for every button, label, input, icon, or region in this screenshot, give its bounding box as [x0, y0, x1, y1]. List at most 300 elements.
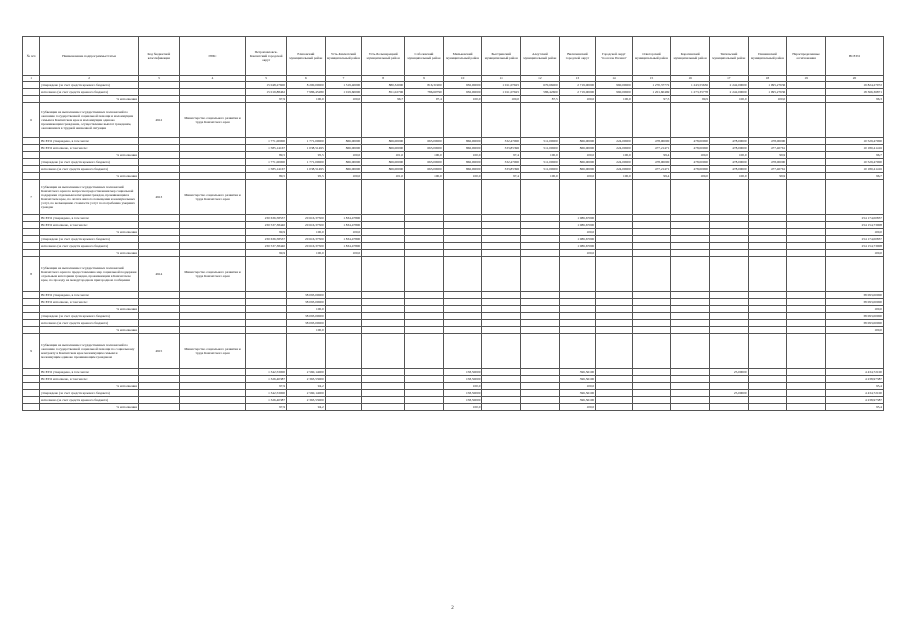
value-cell: 1 011,07625: [482, 82, 521, 89]
value-cell: [443, 236, 482, 243]
value-cell: [405, 243, 444, 250]
table-row: [23, 215, 884, 222]
table-cell: [559, 180, 596, 215]
value-cell: 478,00000: [709, 138, 748, 145]
table-cell: [23, 89, 40, 96]
grbs-name: Министерство социального развития и труда Камчатского края: [179, 334, 246, 369]
percent-row: [23, 306, 884, 313]
table-cell: [138, 166, 179, 173]
table-cell: [179, 404, 246, 411]
value-cell: 100,0: [709, 96, 748, 103]
table-cell: [23, 166, 40, 173]
table-row: [23, 89, 884, 96]
value-cell: [405, 292, 444, 299]
table-cell: [23, 96, 40, 103]
table-cell: [179, 82, 246, 89]
value-cell: [482, 299, 521, 306]
value-cell: [748, 299, 787, 306]
table-cell: [287, 103, 326, 138]
column-header: ВСЕГО: [825, 37, 883, 76]
row-label: % исполнения: [40, 152, 139, 159]
table-cell: [138, 299, 179, 306]
value-cell: [787, 82, 826, 89]
value-cell: [709, 229, 748, 236]
row-label: исполнено (за счет средств краевого бюджета): [40, 320, 139, 327]
value-cell: [521, 383, 560, 390]
table-cell: [23, 327, 40, 334]
value-cell: [482, 390, 521, 397]
budget-code: 4912: [138, 103, 179, 138]
column-header: № п/п: [23, 37, 40, 76]
value-cell: 2 560,14000: [287, 369, 326, 376]
value-cell: [521, 250, 560, 257]
value-cell: [246, 313, 287, 320]
table-cell: [825, 257, 883, 292]
value-cell: 100,0: [559, 173, 596, 180]
column-header: Соболевский муниципальный район: [405, 37, 444, 76]
value-cell: [632, 369, 671, 376]
table-cell: [405, 334, 444, 369]
value-cell: [325, 327, 362, 334]
value-cell: 477,21471: [632, 145, 671, 152]
table-cell: [138, 390, 179, 397]
value-cell: 158,50000: [443, 376, 482, 383]
value-cell: [482, 250, 521, 257]
table-cell: [362, 257, 405, 292]
value-cell: 100,0: [559, 229, 596, 236]
value-cell: [632, 313, 671, 320]
value-cell: [482, 236, 521, 243]
value-cell: 99,9: [246, 250, 287, 257]
table-cell: [179, 159, 246, 166]
value-cell: 866,00000: [362, 145, 405, 152]
value-cell: 230 636,58537: [246, 236, 287, 243]
value-cell: 96,3: [825, 96, 883, 103]
table-cell: [138, 369, 179, 376]
value-cell: [482, 229, 521, 236]
value-cell: [632, 292, 671, 299]
value-cell: [632, 404, 671, 411]
value-cell: 254 174,00837: [825, 215, 883, 222]
value-cell: 38 093,00000: [825, 313, 883, 320]
value-cell: 100,0: [825, 250, 883, 257]
value-cell: 478,00000: [671, 159, 710, 166]
table-cell: [23, 376, 40, 383]
value-cell: [748, 250, 787, 257]
table-cell: [138, 306, 179, 313]
value-cell: 511,00000: [521, 138, 560, 145]
value-cell: [787, 397, 826, 404]
table-cell: [23, 404, 40, 411]
value-cell: 851,02706: [362, 89, 405, 96]
column-header: Усть-Камчатский муниципальный район: [325, 37, 362, 76]
value-cell: [671, 383, 710, 390]
value-cell: 866,00000: [443, 145, 482, 152]
table-cell: [179, 383, 246, 390]
table-cell: [179, 292, 246, 299]
table-cell: [709, 180, 748, 215]
table-cell: [23, 383, 40, 390]
value-cell: 97,4: [405, 96, 444, 103]
value-cell: [443, 229, 482, 236]
value-cell: 38 093,00000: [287, 313, 326, 320]
value-cell: [596, 404, 633, 411]
row-label: % исполнения: [40, 383, 139, 390]
budget-code: 4914: [138, 257, 179, 292]
table-cell: [179, 89, 246, 96]
percent-row: [23, 229, 884, 236]
value-cell: [671, 236, 710, 243]
section-row: [23, 180, 884, 215]
table-cell: [179, 166, 246, 173]
table-cell: [246, 257, 287, 292]
value-cell: [787, 152, 826, 159]
value-cell: 1 201,60469: [632, 89, 671, 96]
value-cell: [405, 376, 444, 383]
value-cell: 100,0: [709, 173, 748, 180]
value-cell: [405, 404, 444, 411]
table-cell: [559, 334, 596, 369]
value-cell: [521, 229, 560, 236]
value-cell: 866,00000: [325, 166, 362, 173]
value-cell: [596, 250, 633, 257]
table-cell: [325, 334, 362, 369]
table-cell: [179, 397, 246, 404]
value-cell: [482, 404, 521, 411]
table-cell: [23, 138, 40, 145]
value-cell: 100,0: [559, 152, 596, 159]
table-row: [23, 369, 884, 376]
value-cell: 96,7: [362, 96, 405, 103]
row-label: ВСЕГО утверждено, в том числе:: [40, 369, 139, 376]
table-cell: [179, 390, 246, 397]
column-number: 4: [179, 76, 246, 82]
value-cell: 477,40761: [748, 166, 787, 173]
value-cell: [325, 404, 362, 411]
value-cell: [787, 390, 826, 397]
table-cell: [138, 376, 179, 383]
value-cell: [325, 390, 362, 397]
table-cell: [179, 306, 246, 313]
value-cell: 100,0: [287, 306, 326, 313]
value-cell: 89,5: [246, 173, 287, 180]
table-cell: [787, 103, 826, 138]
value-cell: 95,4: [825, 404, 883, 411]
value-cell: [405, 250, 444, 257]
value-cell: [596, 222, 633, 229]
value-cell: 1 834,47800: [325, 222, 362, 229]
value-cell: 866,00000: [443, 159, 482, 166]
value-cell: [521, 376, 560, 383]
table-cell: [138, 173, 179, 180]
item-number: 8: [23, 257, 40, 292]
column-header: Быстринский муниципальный район: [482, 37, 521, 76]
row-label: % исполнения: [40, 306, 139, 313]
value-cell: 396,56100: [559, 397, 596, 404]
value-cell: 2 363,53000: [287, 397, 326, 404]
table-cell: [787, 257, 826, 292]
table-cell: [138, 383, 179, 390]
value-cell: 100,0: [405, 152, 444, 159]
table-cell: [138, 82, 179, 89]
value-cell: [521, 222, 560, 229]
value-cell: [787, 369, 826, 376]
value-cell: [521, 292, 560, 299]
value-cell: [362, 306, 405, 313]
value-cell: 94,2: [287, 404, 326, 411]
value-cell: 816,31900: [405, 82, 444, 89]
table-cell: [632, 334, 671, 369]
table-cell: [179, 376, 246, 383]
value-cell: [521, 369, 560, 376]
value-cell: [325, 397, 362, 404]
value-cell: 10 180,41416: [825, 166, 883, 173]
grbs-name: Министерство социального развития и труда Камчатского края: [179, 257, 246, 292]
value-cell: 478,00000: [748, 159, 787, 166]
value-cell: [482, 243, 521, 250]
value-cell: [362, 390, 405, 397]
value-cell: [325, 292, 362, 299]
value-cell: [671, 243, 710, 250]
value-cell: [748, 215, 787, 222]
table-cell: [138, 313, 179, 320]
column-header: Вилючинский городской округ: [559, 37, 596, 76]
value-cell: 101,0: [362, 173, 405, 180]
table-cell: [671, 257, 710, 292]
value-cell: [632, 383, 671, 390]
value-cell: [632, 327, 671, 334]
value-cell: [362, 376, 405, 383]
column-number: 7: [325, 76, 362, 82]
value-cell: [405, 397, 444, 404]
value-cell: [748, 306, 787, 313]
value-cell: 511,00000: [521, 166, 560, 173]
value-cell: 960,00000: [596, 89, 633, 96]
percent-row: [23, 152, 884, 159]
column-number: 14: [596, 76, 633, 82]
value-cell: 230 537,38440: [246, 243, 287, 250]
value-cell: [632, 390, 671, 397]
value-cell: [709, 299, 748, 306]
table-cell: [559, 103, 596, 138]
value-cell: 333,85396: [482, 145, 521, 152]
value-cell: [787, 96, 826, 103]
value-cell: [596, 320, 633, 327]
value-cell: 936,00000: [443, 89, 482, 96]
item-number: 7: [23, 180, 40, 215]
value-cell: 100,0: [825, 306, 883, 313]
value-cell: [671, 292, 710, 299]
table-cell: [179, 96, 246, 103]
value-cell: [482, 215, 521, 222]
value-cell: [405, 327, 444, 334]
value-cell: [405, 383, 444, 390]
table-cell: [443, 180, 482, 215]
value-cell: [596, 292, 633, 299]
value-cell: [362, 404, 405, 411]
value-cell: [559, 313, 596, 320]
value-cell: 1 585,14167: [246, 145, 287, 152]
table-cell: [246, 180, 287, 215]
table-cell: [443, 334, 482, 369]
table-row: [23, 82, 884, 89]
value-cell: [325, 313, 362, 320]
value-cell: 333,85396: [482, 166, 521, 173]
table-cell: [596, 103, 633, 138]
percent-row: [23, 96, 884, 103]
value-cell: 4 434,72100: [825, 369, 883, 376]
table-cell: [671, 103, 710, 138]
table-row: [23, 376, 884, 383]
value-cell: 477,40761: [748, 145, 787, 152]
value-cell: [632, 215, 671, 222]
value-cell: 230 537,38440: [246, 222, 287, 229]
value-cell: [787, 250, 826, 257]
value-cell: 100,0: [521, 173, 560, 180]
value-cell: [482, 222, 521, 229]
value-cell: [671, 215, 710, 222]
value-cell: [596, 369, 633, 376]
value-cell: [405, 390, 444, 397]
value-cell: 4 238,97387: [825, 376, 883, 383]
column-number: 18: [748, 76, 787, 82]
value-cell: 25,00000: [709, 369, 748, 376]
table-cell: [709, 257, 748, 292]
column-header: Пенжинский муниципальный район: [748, 37, 787, 76]
table-cell: [138, 229, 179, 236]
value-cell: [709, 243, 748, 250]
row-label: исполнено (за счет средств краевого бюджета): [40, 243, 139, 250]
value-cell: [325, 369, 362, 376]
value-cell: 7 986,45280: [287, 89, 326, 96]
value-cell: 478,00000: [709, 159, 748, 166]
value-cell: 100,0: [671, 173, 710, 180]
value-cell: [559, 299, 596, 306]
table-cell: [179, 215, 246, 222]
table-cell: [138, 152, 179, 159]
value-cell: 20 616,37500: [287, 236, 326, 243]
row-label: исполнено (за счет средств краевого бюджета): [40, 89, 139, 96]
value-cell: 99,9: [246, 229, 287, 236]
value-cell: 2 560,14000: [287, 390, 326, 397]
table-cell: [138, 215, 179, 222]
table-cell: [521, 103, 560, 138]
value-cell: [787, 320, 826, 327]
column-header: Елизовский муниципальный район: [287, 37, 326, 76]
value-cell: [748, 390, 787, 397]
table-cell: [787, 334, 826, 369]
table-cell: [405, 257, 444, 292]
value-cell: [787, 299, 826, 306]
table-cell: [482, 257, 521, 292]
value-cell: 1 326,40387: [246, 397, 287, 404]
value-cell: 19 824,27972: [825, 82, 883, 89]
column-header: Наименование подпрограммы/статьи: [40, 37, 139, 76]
value-cell: [362, 222, 405, 229]
value-cell: [671, 320, 710, 327]
value-cell: [787, 159, 826, 166]
value-cell: [596, 299, 633, 306]
value-cell: 396,56100: [559, 390, 596, 397]
value-cell: [362, 369, 405, 376]
value-cell: 224,00000: [596, 166, 633, 173]
value-cell: 670,66000: [521, 82, 560, 89]
value-cell: 10 529,47000: [825, 159, 883, 166]
value-cell: [787, 292, 826, 299]
table-cell: [325, 103, 362, 138]
value-cell: 866,00000: [559, 138, 596, 145]
column-number: 3: [138, 76, 179, 82]
value-cell: [787, 222, 826, 229]
table-cell: [825, 103, 883, 138]
value-cell: 1 342,53000: [246, 390, 287, 397]
value-cell: 866,00000: [362, 166, 405, 173]
value-cell: [521, 327, 560, 334]
row-label: исполнено (за счет средств краевого бюджета): [40, 166, 139, 173]
table-cell: [138, 89, 179, 96]
value-cell: [362, 243, 405, 250]
value-cell: 8 200,00000: [287, 82, 326, 89]
value-cell: 10 529,47000: [825, 138, 883, 145]
value-cell: [521, 306, 560, 313]
value-cell: [709, 250, 748, 257]
table-row: [23, 166, 884, 173]
table-cell: [138, 222, 179, 229]
value-cell: [405, 369, 444, 376]
value-cell: 20 616,37500: [287, 243, 326, 250]
value-cell: 95,4: [825, 383, 883, 390]
table-cell: [671, 180, 710, 215]
value-cell: 100,0: [287, 229, 326, 236]
value-cell: 97,5: [632, 96, 671, 103]
value-cell: [559, 292, 596, 299]
table-header: [23, 37, 884, 82]
value-cell: 477,21471: [632, 166, 671, 173]
column-number: 9: [405, 76, 444, 82]
value-cell: [482, 397, 521, 404]
table-cell: [138, 243, 179, 250]
table-cell: [482, 334, 521, 369]
value-cell: 2 242,00000: [709, 89, 748, 96]
value-cell: [709, 327, 748, 334]
value-cell: [709, 383, 748, 390]
table-cell: [23, 250, 40, 257]
value-cell: [671, 376, 710, 383]
table-cell: [23, 229, 40, 236]
value-cell: [632, 397, 671, 404]
table-cell: [443, 257, 482, 292]
value-cell: [787, 145, 826, 152]
value-cell: [596, 376, 633, 383]
value-cell: [482, 383, 521, 390]
value-cell: 97,4: [482, 152, 521, 159]
value-cell: 224,00000: [596, 138, 633, 145]
value-cell: [482, 320, 521, 327]
value-cell: 866,00000: [559, 159, 596, 166]
value-cell: 866,00000: [362, 159, 405, 166]
value-cell: 1 771,00000: [287, 159, 326, 166]
percent-row: [23, 404, 884, 411]
row-label: % исполнения: [40, 96, 139, 103]
value-cell: [632, 222, 671, 229]
column-header: Код бюджетной классификации: [138, 37, 179, 76]
value-cell: [671, 404, 710, 411]
column-number: 10: [443, 76, 482, 82]
table-cell: [405, 103, 444, 138]
table-cell: [179, 369, 246, 376]
column-number: 15: [632, 76, 671, 82]
value-cell: [596, 306, 633, 313]
